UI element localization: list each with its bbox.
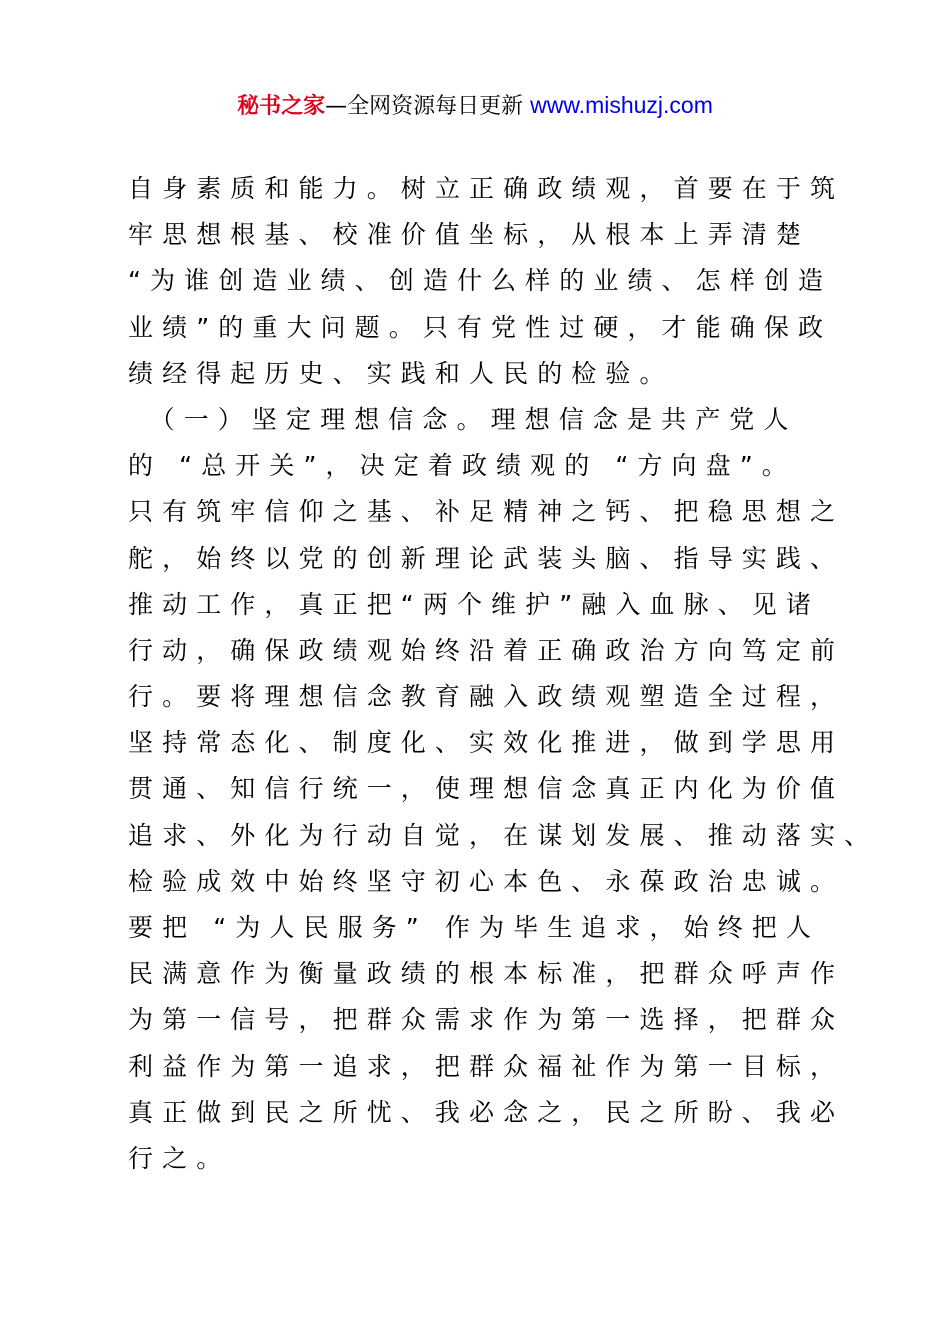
document-body (128, 166, 879, 1182)
text-line-4: 业绩”的重大问题。只有党性过硬，才能确保政 (128, 312, 833, 342)
text-line-19: 为第一信号，把群众需求作为第一选择，把群众 (128, 1005, 845, 1035)
text-line-22: 行之。 (128, 1143, 231, 1173)
text-line-13: 坚持常态化、制度化、实效化推进，做到学思用 (128, 728, 845, 758)
text-line-9: 舵，始终以党的创新理论武装头脑、指导实践、 (128, 543, 845, 573)
text-line-7: 的 “总开关”，决定着政绩观的 “方向盘”。 (128, 451, 796, 481)
text-line-5: 绩经得起历史、实践和人民的检验。 (128, 358, 674, 388)
text-line-20: 利益作为第一追求，把群众福祉作为第一目标， (128, 1051, 845, 1081)
page-header (0, 90, 950, 122)
header-tagline: —全网资源每日更新 (325, 94, 531, 119)
brand-name: 秘书之家 (237, 94, 326, 119)
text-line-17: 要把 “为人民服务” 作为毕生追求，始终把人 (128, 913, 820, 942)
text-line-18: 民满意作为衡量政绩的根本标准，把群众呼声作 (128, 959, 845, 989)
text-line-2: 牢思想根基、校准价值坐标，从根本上弄清楚 (128, 220, 811, 250)
website-link[interactable]: www.mishuzj.com (530, 92, 713, 118)
text-line-14: 贯通、知信行统一，使理想信念真正内化为价值 (128, 774, 845, 804)
text-line-12: 行。要将理想信念教育融入政绩观塑造全过程， (128, 682, 845, 712)
text-line-11: 行动，确保政绩观始终沿着正确政治方向笃定前 (128, 635, 845, 665)
text-line-21: 真正做到民之所忧、我必念之，民之所盼、我必 (128, 1097, 845, 1127)
text-line-10: 推动工作，真正把“两个维护”融入血脉、见诸 (128, 589, 821, 619)
text-line-15: 追求、外化为行动自觉，在谋划发展、推动落实、 (128, 820, 879, 850)
text-line-16: 检验成效中始终坚守初心本色、永葆政治忠诚。 (128, 866, 845, 896)
text-line-1: 自身素质和能力。树立正确政绩观，首要在于筑 (128, 174, 845, 203)
text-line-8: 只有筑牢信仰之基、补足精神之钙、把稳思想之 (128, 497, 845, 527)
text-line-6: （一）坚定理想信念。理想信念是共产党人 (128, 404, 798, 434)
text-line-3: “为谁创造业绩、创造什么样的业绩、怎样创造 (128, 266, 833, 296)
